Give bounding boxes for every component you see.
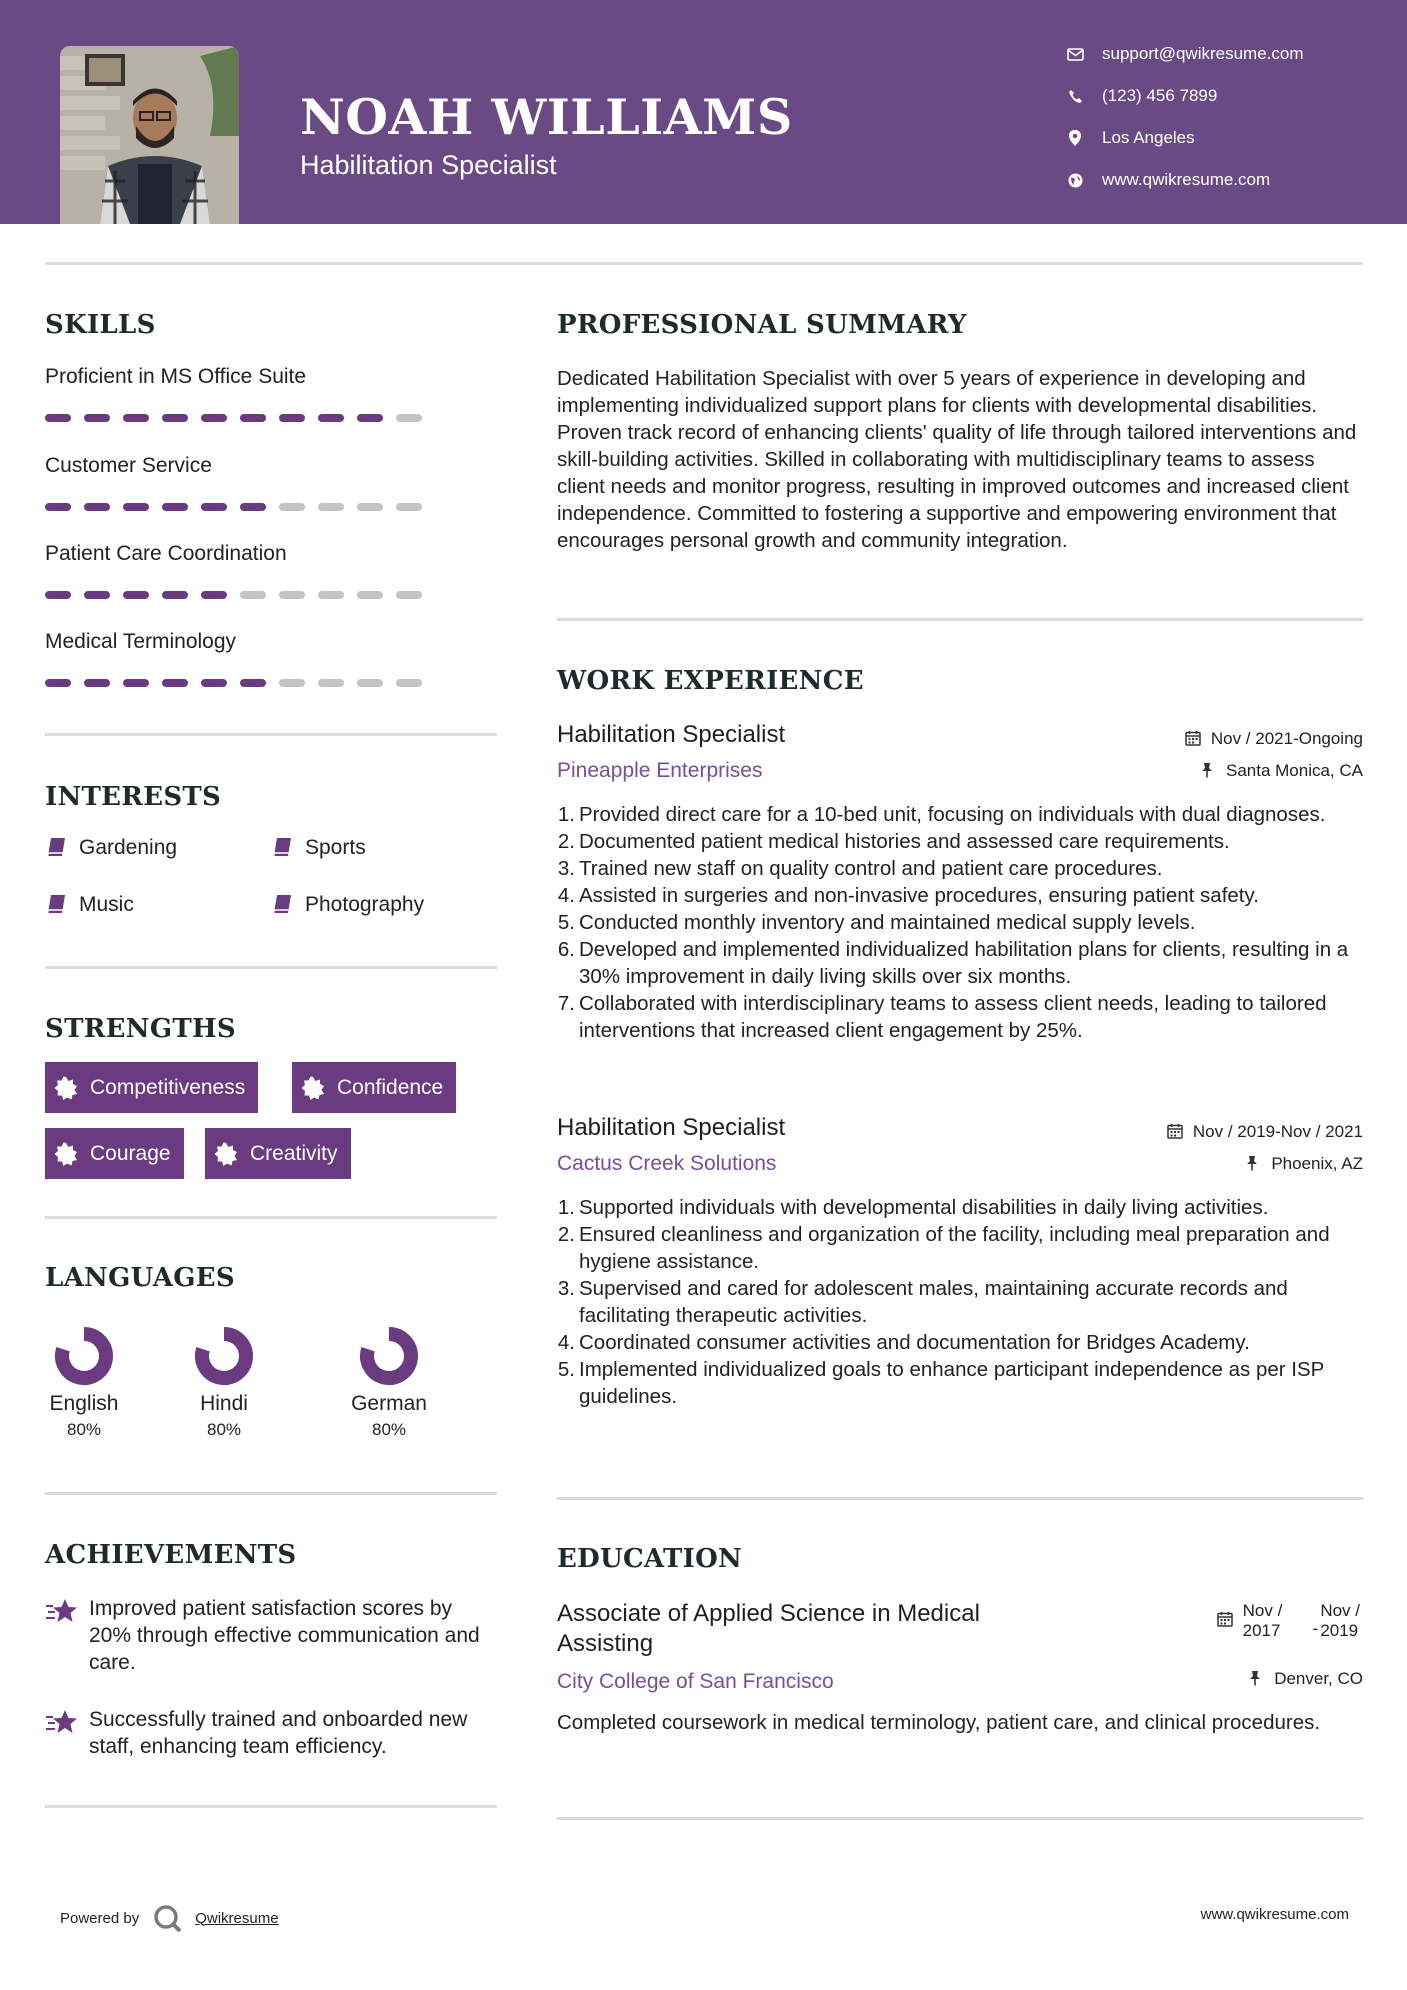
education-description: Completed coursework in medical terminology, patient care, and clinical procedures. — [557, 1711, 1321, 1734]
job-date — [1185, 729, 1363, 749]
skill-name: Customer Service — [45, 454, 212, 477]
responsibility-item: 6. Developed and implemented individualized habilitation plans for clients, resulting in a 30% improvement in daily living skills over six months. — [557, 938, 1349, 988]
job-title: Habilitation Specialist — [557, 721, 786, 748]
job-date-text: Nov / 2019-Nov / 2021 — [1192, 1122, 1363, 1141]
star-award-icon — [45, 1597, 79, 1625]
skill-level-dot — [45, 503, 71, 511]
skill-name: Proficient in MS Office Suite — [45, 365, 307, 388]
school-name: City College of San Francisco — [557, 1670, 834, 1693]
skill-level-dot — [123, 503, 149, 511]
responsibility-item: 4. Assisted in surgeries and non-invasive procedures, ensuring patient safety. — [557, 884, 1259, 907]
education-heading: EDUCATION — [557, 1544, 743, 1574]
skill-level-dot — [123, 679, 149, 687]
responsibility-item: 3. Supervised and cared for adolescent males, maintaining accurate records and facilitating therapeutic activities. — [557, 1277, 1288, 1327]
profile-photo — [60, 46, 239, 224]
skill-level-dot — [84, 679, 110, 687]
job-responsibilities — [557, 801, 1377, 1044]
location-pin-icon — [1064, 127, 1086, 149]
qwikresume-logo-icon — [153, 1904, 183, 1932]
degree-line: Assisting — [557, 1630, 654, 1657]
calendar-icon — [1167, 1123, 1185, 1141]
top-divider — [45, 262, 1363, 265]
date-part: Nov / — [1320, 1601, 1360, 1620]
badge-icon — [54, 1142, 78, 1166]
degree-line: Associate of Applied Science in Medical — [557, 1600, 980, 1627]
languages-heading: LANGUAGES — [45, 1263, 235, 1293]
education-location-text: Denver, CO — [1274, 1669, 1363, 1688]
skill-level-dot — [279, 679, 305, 687]
achievement-item — [45, 1706, 485, 1760]
book-icon — [45, 836, 67, 860]
skill-level-dot — [162, 414, 188, 422]
language-name: Hindi — [200, 1392, 248, 1415]
powered-by-label: Powered by — [60, 1909, 140, 1927]
strength-label: Creativity — [250, 1141, 338, 1165]
skill-level-dot — [357, 503, 383, 511]
skill-level-bar — [45, 414, 422, 422]
skill-name: Medical Terminology — [45, 630, 237, 653]
language-item — [14, 1324, 154, 1440]
contact-location-text: Los Angeles — [1102, 128, 1195, 147]
job-location-text: Phoenix, AZ — [1271, 1154, 1363, 1173]
date-part: 2017 — [1242, 1621, 1281, 1640]
badge-icon — [214, 1142, 238, 1166]
interest-item — [271, 836, 366, 860]
pushpin-icon — [1245, 1155, 1263, 1173]
experience-heading: WORK EXPERIENCE — [557, 666, 864, 696]
book-icon — [271, 893, 293, 917]
summary-heading: PROFESSIONAL SUMMARY — [557, 310, 967, 340]
strength-chip — [205, 1128, 351, 1179]
language-ring-arc — [367, 1334, 411, 1378]
section-divider — [45, 966, 497, 969]
responsibility-item: 5. Implemented individualized goals to enhance participant independence as per ISP guidelines. — [557, 1358, 1324, 1408]
education-start-date — [1243, 1601, 1283, 1641]
skill-name: Patient Care Coordination — [45, 542, 287, 565]
date-part: 2019 — [1320, 1621, 1359, 1640]
language-percent: 80% — [206, 1420, 242, 1439]
achievement-text: Successfully trained and onboarded new staff, enhancing team efficiency. — [89, 1708, 468, 1758]
job-location-text: Santa Monica, CA — [1225, 761, 1363, 780]
skills-heading: SKILLS — [45, 310, 156, 340]
strength-chip — [45, 1062, 258, 1113]
skill-level-dot — [162, 679, 188, 687]
language-proficiency-ring — [52, 1324, 116, 1388]
skill-level-dot — [45, 414, 71, 422]
skill-level-bar — [45, 503, 422, 511]
achievement-text: Improved patient satisfaction scores by 20% through effective communication and care. — [89, 1597, 480, 1674]
date-part: Nov / — [1242, 1601, 1283, 1620]
contact-email-text: support@qwikresume.com — [1102, 44, 1304, 63]
section-divider — [45, 1216, 497, 1219]
skill-level-bar — [45, 591, 422, 599]
pushpin-icon — [1248, 1670, 1266, 1688]
responsibility-item: 1. Provided direct care for a 10-bed unit, focusing on individuals with dual diagnoses. — [557, 803, 1326, 826]
strengths-heading: STRENGTHS — [45, 1014, 236, 1044]
section-divider — [45, 1805, 497, 1808]
education-end-date: - Nov / 2019 — [1312, 1601, 1360, 1640]
achievements-heading: ACHIEVEMENTS — [45, 1540, 297, 1570]
skill-level-dot — [240, 591, 266, 599]
summary-text: Dedicated Habilitation Specialist with over 5 years of experience in developing and implementing individualized support plans for clients with developmental disabilities. Proven track record of enhancing clients' quality of life through tailored interventions and skill-building activities. Skilled in collaborating with multidisciplinary teams to assess client needs and monitor progress, resulting in improved outcomes and increased client independence. Committed to fostering a supportive and empowering environment that encourages personal growth and community integration. — [557, 367, 1357, 552]
skill-level-dot — [318, 591, 344, 599]
skill-level-dot — [123, 591, 149, 599]
skill-level-dot — [162, 503, 188, 511]
interest-label: Music — [79, 893, 134, 916]
skill-level-dot — [162, 591, 188, 599]
skill-level-dot — [396, 503, 422, 511]
skill-level-dot — [279, 503, 305, 511]
section-divider — [45, 1492, 497, 1495]
pushpin-icon — [1200, 762, 1218, 780]
skill-level-dot — [240, 679, 266, 687]
book-icon — [271, 836, 293, 860]
skill-level-bar — [45, 679, 422, 687]
section-divider — [557, 1497, 1363, 1500]
responsibility-item: 5. Conducted monthly inventory and maintained medical supply levels. — [557, 911, 1196, 934]
section-divider — [45, 733, 497, 736]
skill-level-dot — [357, 591, 383, 599]
skill-level-dot — [84, 503, 110, 511]
responsibility-item: 4. Coordinated consumer activities and documentation for Bridges Academy. — [557, 1331, 1250, 1354]
interests-heading: INTERESTS — [45, 782, 222, 812]
skill-level-dot — [279, 414, 305, 422]
skill-level-dot — [84, 591, 110, 599]
powered-by — [60, 1904, 279, 1932]
skill-level-dot — [123, 414, 149, 422]
skill-level-dot — [318, 503, 344, 511]
skill-level-dot — [318, 679, 344, 687]
job-date — [1167, 1122, 1363, 1142]
responsibility-item: 2. Documented patient medical histories and assessed care requirements. — [557, 830, 1230, 853]
skill-level-dot — [279, 591, 305, 599]
badge-icon — [301, 1076, 325, 1100]
skill-level-dot — [396, 679, 422, 687]
interest-label: Photography — [305, 893, 425, 916]
language-proficiency-ring — [192, 1324, 256, 1388]
job-date-text: Nov / 2021-Ongoing — [1210, 729, 1363, 748]
skill-level-dot — [396, 591, 422, 599]
skill-level-dot — [357, 414, 383, 422]
language-proficiency-ring — [357, 1324, 421, 1388]
language-ring-arc — [202, 1334, 246, 1378]
job-location — [1200, 761, 1363, 781]
skill-level-dot — [240, 414, 266, 422]
contact-location — [1064, 123, 1384, 153]
company-name: Cactus Creek Solutions — [557, 1152, 777, 1175]
candidate-title: Habilitation Specialist — [300, 150, 557, 180]
degree-title — [557, 1599, 980, 1659]
strength-label: Confidence — [337, 1075, 444, 1099]
skill-level-dot — [45, 679, 71, 687]
contact-email[interactable] — [1064, 39, 1384, 69]
contact-website-text: www.qwikresume.com — [1102, 170, 1271, 189]
calendar-icon — [1217, 1611, 1235, 1629]
skill-level-dot — [318, 414, 344, 422]
skill-level-dot — [240, 503, 266, 511]
language-ring-arc — [62, 1334, 106, 1378]
contact-phone-text: (123) 456 7899 — [1102, 86, 1218, 105]
calendar-icon — [1185, 730, 1203, 748]
company-name: Pineapple Enterprises — [557, 759, 763, 782]
skill-level-dot — [201, 503, 227, 511]
strength-label: Competitiveness — [90, 1075, 246, 1099]
section-divider — [557, 618, 1363, 621]
skill-level-dot — [357, 679, 383, 687]
responsibility-item: 1. Supported individuals with developmental disabilities in daily living activities. — [557, 1196, 1269, 1219]
skill-level-dot — [45, 591, 71, 599]
job-responsibilities — [557, 1194, 1377, 1410]
interest-item — [271, 893, 424, 917]
education-location — [1248, 1669, 1363, 1689]
skill-level-dot — [201, 591, 227, 599]
badge-icon — [54, 1076, 78, 1100]
strength-chip — [292, 1062, 456, 1113]
contact-phone[interactable] — [1064, 81, 1384, 111]
envelope-icon — [1064, 43, 1086, 65]
education-date — [1217, 1601, 1360, 1641]
interest-label: Sports — [305, 836, 366, 859]
section-divider — [557, 1817, 1363, 1820]
interest-item — [45, 893, 134, 917]
resume-header — [0, 0, 1407, 224]
book-icon — [45, 893, 67, 917]
language-name: English — [49, 1392, 119, 1415]
interest-label: Gardening — [79, 836, 178, 859]
footer-url[interactable]: www.qwikresume.com — [1200, 1906, 1349, 1923]
phone-icon — [1064, 85, 1086, 107]
interest-item — [45, 836, 177, 860]
responsibility-item: 2. Ensured cleanliness and organization of the facility, including meal preparation and hygiene assistance. — [557, 1223, 1330, 1273]
language-item — [154, 1324, 294, 1440]
skill-level-dot — [201, 679, 227, 687]
skill-level-dot — [396, 414, 422, 422]
contact-website[interactable] — [1064, 165, 1384, 195]
strength-chip — [45, 1128, 184, 1179]
language-name: German — [351, 1392, 427, 1415]
strength-label: Courage — [90, 1141, 171, 1165]
candidate-name: NOAH WILLIAMS — [300, 88, 793, 146]
achievement-item — [45, 1595, 485, 1676]
qwikresume-link[interactable]: Qwikresume — [195, 1909, 279, 1927]
job-location — [1245, 1154, 1363, 1174]
globe-icon — [1064, 169, 1086, 191]
job-title: Habilitation Specialist — [557, 1114, 786, 1141]
language-item — [319, 1324, 459, 1440]
skill-level-dot — [201, 414, 227, 422]
skill-level-dot — [84, 414, 110, 422]
star-award-icon — [45, 1708, 79, 1736]
language-percent: 80% — [66, 1420, 102, 1439]
responsibility-item: 3. Trained new staff on quality control and patient care procedures. — [557, 857, 1163, 880]
language-percent: 80% — [371, 1420, 407, 1439]
responsibility-item: 7. Collaborated with interdisciplinary teams to assess client needs, leading to tailored interventions that increased client engagement by 25%. — [557, 992, 1327, 1042]
